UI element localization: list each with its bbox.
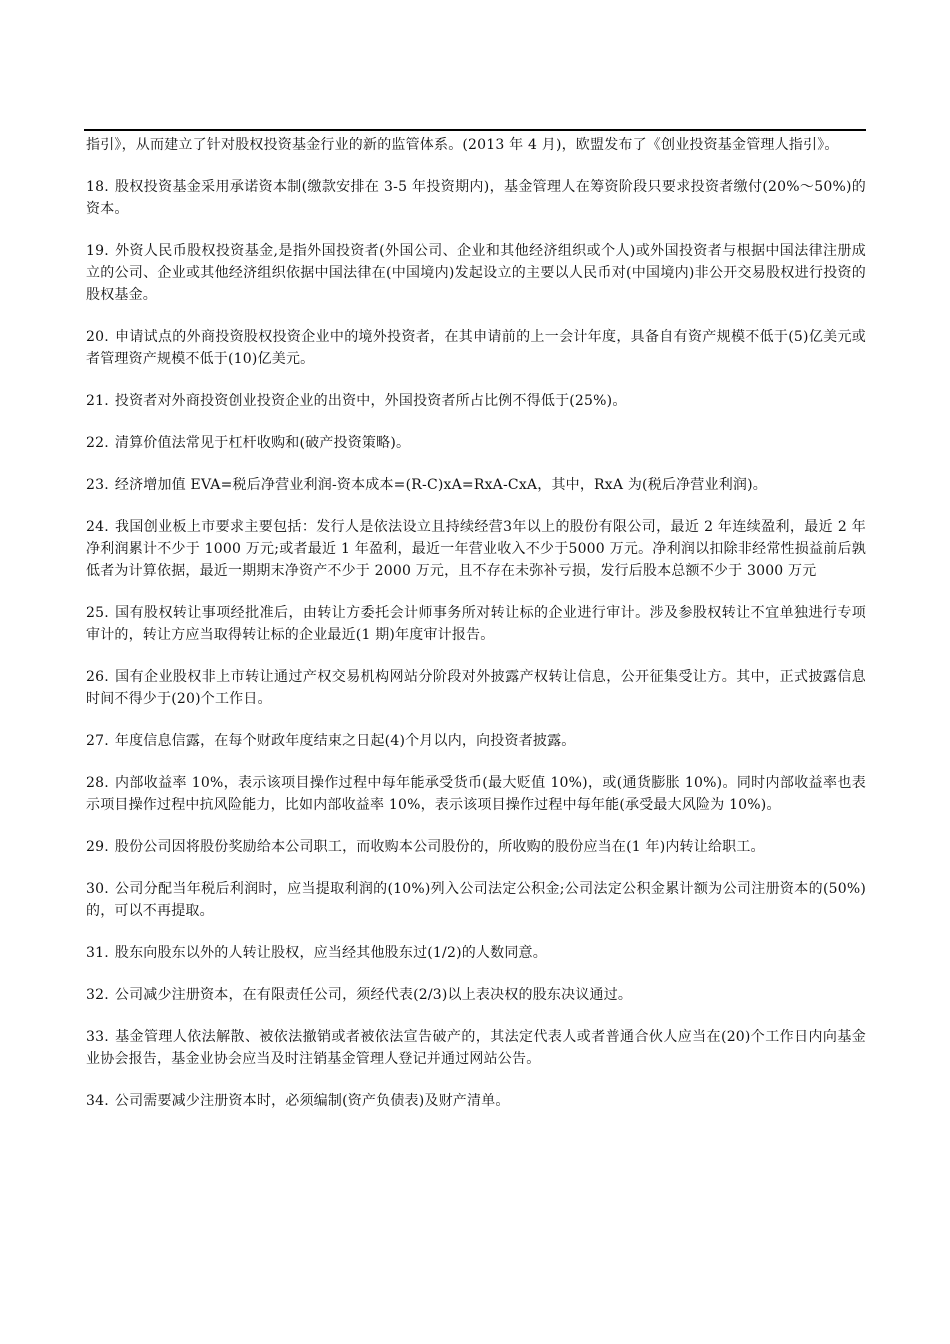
item-number: 19. bbox=[86, 243, 109, 259]
item-text: 内部收益率 10%，表示该项目操作过程中每年能承受货币(最大贬值 10%)，或(通货膨胀 10%)。同时内部收益率也表示项目操作过程中抗风险能力，比如内部收益率 10%，表示该项目操作过程中每年能(承受最大风险为 10%)。 bbox=[86, 775, 866, 813]
item-number: 24. bbox=[86, 519, 109, 535]
list-item bbox=[86, 878, 866, 922]
item-text: 股份公司因将股份奖励给本公司职工，而收购本公司股份的，所收购的股份应当在(1 年)内转让给职工。 bbox=[114, 839, 765, 855]
list-item bbox=[86, 984, 866, 1006]
list-item bbox=[86, 432, 866, 454]
item-text: 国有股权转让事项经批准后，由转让方委托会计师事务所对转让标的企业进行审计。涉及参股权转让不宜单独进行专项审计的，转让方应当取得转让标的企业最近(1 期)年度审计报告。 bbox=[86, 605, 866, 643]
item-number: 31. bbox=[86, 945, 109, 961]
list-item bbox=[86, 516, 866, 582]
list-item bbox=[86, 326, 866, 370]
item-number: 26. bbox=[86, 669, 109, 685]
item-number: 22. bbox=[86, 435, 109, 451]
item-number: 28. bbox=[86, 775, 109, 791]
list-item bbox=[86, 666, 866, 710]
item-text: 投资者对外商投资创业投资企业的出资中，外国投资者所占比例不得低于(25%)。 bbox=[114, 393, 627, 409]
item-number: 30. bbox=[86, 881, 109, 897]
item-number: 20. bbox=[86, 329, 109, 345]
item-text: 股东向股东以外的人转让股权，应当经其他股东过(1/2)的人数同意。 bbox=[114, 945, 547, 961]
item-text: 基金管理人依法解散、被依法撤销或者被依法宣告破产的，其法定代表人或者普通合伙人应当在(20)个工作日内向基金业协会报告，基金业协会应当及时注销基金管理人登记并通过网站公告。 bbox=[86, 1029, 866, 1067]
list-item bbox=[86, 730, 866, 752]
item-text: 公司减少注册资本，在有限责任公司，须经代表(2/3)以上表决权的股东决议通过。 bbox=[114, 987, 633, 1003]
list-item bbox=[86, 176, 866, 220]
list-item bbox=[86, 474, 866, 496]
item-text: 国有企业股权非上市转让通过产权交易机构网站分阶段对外披露产权转让信息，公开征集受让方。其中，正式披露信息时间不得少于(20)个工作日。 bbox=[86, 669, 866, 707]
list-item bbox=[86, 1090, 866, 1112]
list-item bbox=[86, 240, 866, 306]
list-item bbox=[86, 1026, 866, 1070]
item-text: 年度信息信露，在每个财政年度结束之日起(4)个月以内，向投资者披露。 bbox=[114, 733, 576, 749]
item-number: 29. bbox=[86, 839, 109, 855]
item-text: 申请试点的外商投资股权投资企业中的境外投资者，在其申请前的上一会计年度，具备自有资产规模不低于(5)亿美元或者管理资产规模不低于(10)亿美元。 bbox=[86, 329, 866, 367]
item-number: 18. bbox=[86, 179, 109, 195]
document-body bbox=[86, 134, 866, 1132]
item-number: 27. bbox=[86, 733, 109, 749]
list-item bbox=[86, 836, 866, 858]
list-item bbox=[86, 602, 866, 646]
item-number: 23. bbox=[86, 477, 109, 493]
item-number: 25. bbox=[86, 605, 109, 621]
item-text: 外资人民币股权投资基金,是指外国投资者(外国公司、企业和其他经济组织或个人)或外国投资者与根据中国法律注册成立的公司、企业或其他经济组织依据中国法律在(中国境内)发起设立的主要以人民币对(中国境内)非公开交易股权进行投资的股权基金。 bbox=[86, 243, 866, 303]
item-text: 公司需要减少注册资本时，必须编制(资产负债表)及财产清单。 bbox=[114, 1093, 510, 1109]
list-item bbox=[86, 772, 866, 816]
list-item bbox=[86, 390, 866, 412]
item-text: 我国创业板上市要求主要包括：发行人是依法设立且持续经营3年以上的股份有限公司，最近 2 年连续盈利，最近 2 年净利润累计不少于 1000 万元;或者最近 1 年盈利，最近一年营业收入不少于5000 万元。净利润以扣除非经常性损益前后孰低者为计算依据，最近一期期末净资产不少于 2000 万元，且不存在未弥补亏损，发行后股本总额不少于 3000 万元 bbox=[86, 519, 866, 579]
list-item bbox=[86, 942, 866, 964]
item-text: 股权投资基金采用承诺资本制(缴款安排在 3-5 年投资期内)，基金管理人在筹资阶段只要求投资者缴付(20%～50%)的资本。 bbox=[86, 179, 866, 217]
item-text: 清算价值法常见于杠杆收购和(破产投资策略)。 bbox=[114, 435, 411, 451]
item-number: 21. bbox=[86, 393, 109, 409]
item-text: 公司分配当年税后利润时，应当提取利润的(10%)列入公司法定公积金;公司法定公积金累计额为公司注册资本的(50%)的，可以不再提取。 bbox=[86, 881, 866, 919]
item-number: 33. bbox=[86, 1029, 109, 1045]
item-number: 32. bbox=[86, 987, 109, 1003]
intro-paragraph: 指引》，从而建立了针对股权投资基金行业的新的监管体系。(2013 年 4 月)，欧盟发布了《创业投资基金管理人指引》。 bbox=[86, 137, 839, 153]
item-number: 34. bbox=[86, 1093, 109, 1109]
header-rule bbox=[84, 129, 866, 131]
item-text: 经济增加值 EVA=税后净营业利润-资本成本=(R-C)xA=RxA-CxA，其中，RxA 为(税后净营业利润)。 bbox=[114, 477, 767, 493]
